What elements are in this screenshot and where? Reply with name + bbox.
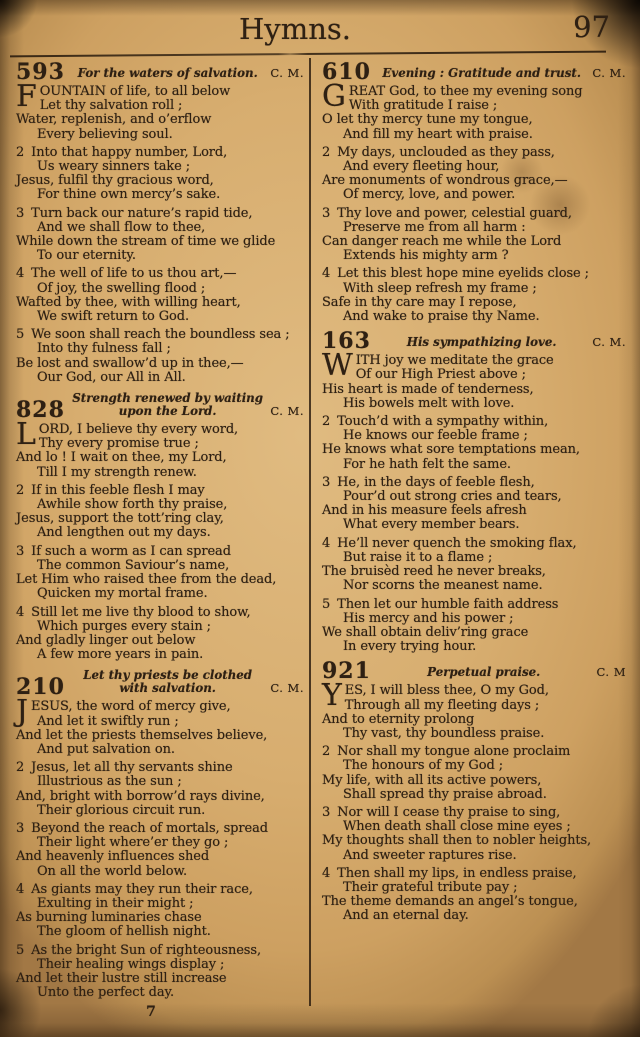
verse-line: 3 Beyond the reach of mortals, spread <box>16 820 268 836</box>
verse-line: JESUS, the word of mercy give, <box>16 694 231 730</box>
verse-number: 5 <box>16 327 25 343</box>
verse-line: Exulting in their might ; <box>37 895 194 911</box>
verse-line: But raise it to a flame ; <box>343 549 493 565</box>
verse-line: Quicken my mortal frame. <box>37 586 208 602</box>
verse-line: Wafted by thee, with willing heart, <box>16 294 241 310</box>
verse-line: Of joy, the swelling flood ; <box>37 280 206 296</box>
verse-line: What every member bears. <box>343 517 520 533</box>
verse-line: 2 Jesus, let all thy servants shine <box>16 760 233 776</box>
verse <box>322 598 626 655</box>
verse-line: Jesus, fulfil thy gracious word, <box>16 173 214 189</box>
verse <box>322 745 626 802</box>
verse-line: And lengthen out my days. <box>37 525 211 541</box>
verse-line: On all the world below. <box>37 863 187 879</box>
verse-number: 5 <box>322 596 331 612</box>
verse-line: Nor scorns the meanest name. <box>343 578 543 594</box>
verse-line: LORD, I believe thy every word, <box>16 417 239 453</box>
hymn-heading <box>322 658 626 685</box>
verse-line: 2 If in this feeble flesh I may <box>16 482 205 498</box>
verse <box>16 761 304 818</box>
hymn-number: 163 <box>322 328 371 355</box>
verse-line: Water, replenish, and o’erflow <box>16 112 212 128</box>
verse-line: Through all my fleeting days ; <box>344 697 540 713</box>
verse-line: Into thy fulness fall ; <box>37 341 171 357</box>
verse <box>322 476 626 533</box>
verse-number: 3 <box>16 820 25 836</box>
verse <box>322 79 626 142</box>
hymn-number: 610 <box>322 59 371 85</box>
verse-line: My thoughts shall then to nobler heights, <box>322 833 592 849</box>
hymn-610 <box>322 59 626 325</box>
verse-line: Their grateful tribute pay ; <box>343 879 518 895</box>
verse-line: Be lost and swallow’d up in thee,— <box>16 355 244 371</box>
verse-line: 3 Turn back our nature’s rapid tide, <box>16 205 253 221</box>
verse-line: 2 Touch’d with a sympathy within, <box>322 414 549 430</box>
verse-line: YES, I will bless thee, O my God, <box>322 678 549 714</box>
verse-line: 3 Thy love and power, celestial guard, <box>322 205 572 221</box>
verse-line: Can danger reach me while the Lord <box>322 234 562 250</box>
drop-cap: J <box>16 694 28 730</box>
verse <box>322 678 626 741</box>
verse-line: Awhile show forth thy praise, <box>37 497 228 513</box>
verse-line: 4 The well of life to us thou art,— <box>16 266 237 282</box>
verse <box>16 545 304 602</box>
verse-line: Preserve me from all harm : <box>343 219 526 235</box>
verse-line: We shall obtain deliv’ring grace <box>322 624 529 640</box>
hymn-title: His sympathizing love. <box>406 335 557 350</box>
verse-line: 3 Nor will I cease thy praise to sing, <box>322 804 561 820</box>
hymn-number: 210 <box>16 674 65 701</box>
verse-line: Shall spread thy praise abroad. <box>343 786 547 802</box>
drop-cap: L <box>16 417 36 453</box>
verse-line: And in his measure feels afresh <box>322 503 527 519</box>
verse-line: And we shall flow to thee, <box>37 219 206 235</box>
verse-line: In every trying hour. <box>343 639 477 655</box>
verse-line: WITH joy we meditate the grace <box>322 348 554 384</box>
header-rule <box>10 51 606 58</box>
verse-line: When death shall close mine eyes ; <box>343 819 571 835</box>
verse <box>16 484 304 541</box>
verse-line: 2 Nor shall my tongue alone proclaim <box>322 744 571 760</box>
verse-line: Their healing wings display ; <box>37 956 225 972</box>
verse <box>16 328 304 385</box>
verse-line: 4 As giants may they run their race, <box>16 881 253 897</box>
verse-line: And heavenly influences shed <box>16 849 210 865</box>
verse-line: For he hath felt the same. <box>343 456 511 472</box>
verse-line: He knows what sore temptations mean, <box>322 442 580 458</box>
verse-line: 5 Then let our humble faith address <box>322 596 559 612</box>
verse-number: 3 <box>322 205 331 221</box>
verse-line: Of mercy, love, and power. <box>343 187 516 203</box>
verse-line: Unto the perfect day. <box>37 985 175 1001</box>
verse-line: With gratitude I raise ; <box>348 98 498 114</box>
signature-mark: 7 <box>146 1004 156 1021</box>
hymn-meter: C. M. <box>592 335 626 350</box>
verse <box>16 694 304 757</box>
verse <box>16 606 304 663</box>
verse <box>16 944 304 1001</box>
verse-line: 5 As the bright Sun of righteousness, <box>16 942 261 958</box>
verse-line: Their glorious circuit run. <box>37 802 206 818</box>
verse <box>322 537 626 594</box>
verse-line: And gladly linger out below <box>16 632 196 648</box>
hymn-heading <box>16 668 304 701</box>
verse-line: His bowels melt with love. <box>343 395 515 411</box>
verse <box>322 146 626 203</box>
verse-line: GREAT God, to thee my evening song <box>322 79 583 114</box>
verse-number: 2 <box>16 144 25 160</box>
verse-line: O let thy mercy tune my tongue, <box>322 112 533 128</box>
verse-line: For thine own mercy’s sake. <box>37 187 221 203</box>
hymn-163 <box>322 328 626 655</box>
verse-number: 2 <box>16 482 25 498</box>
hymn-meter: C. M. <box>270 66 304 80</box>
hymn-heading <box>322 59 626 85</box>
verse-line: Jesus, support the tott’ring clay, <box>16 511 224 527</box>
verse <box>322 207 626 264</box>
verse-line: 5 We soon shall reach the boundless sea ; <box>16 327 290 343</box>
hymn-number: 828 <box>16 397 65 424</box>
hymn-title: Evening : Gratitude and trust. <box>382 66 581 80</box>
verse-line: Their light where’er they go ; <box>37 835 229 851</box>
verse-line: 2 My days, unclouded as they pass, <box>322 144 555 160</box>
hymn-title: Strength renewed by waiting upon the Lord. <box>72 391 263 419</box>
verse-line: 3 If such a worm as I can spread <box>16 543 231 559</box>
hymn-meter: C. M. <box>592 66 626 80</box>
verse-number: 5 <box>16 942 25 958</box>
hymn-meter: C. M. <box>270 681 304 696</box>
verse-line: 2 Into that happy number, Lord, <box>16 144 228 160</box>
page-number: 97 <box>573 10 610 44</box>
verse-line: To our eternity. <box>37 248 136 264</box>
verse-line: He knows our feeble frame ; <box>343 428 528 444</box>
verse-number: 3 <box>16 543 25 559</box>
verse-line: And every fleeting hour, <box>343 159 500 175</box>
hymn-921 <box>322 658 626 924</box>
hymn-828 <box>16 392 304 662</box>
verse-line: Pour’d out strong cries and tears, <box>343 489 562 505</box>
verse-line: His heart is made of tenderness, <box>322 381 534 397</box>
verse-line: Which purges every stain ; <box>37 618 211 634</box>
verse-line: Let thy salvation roll ; <box>39 98 183 114</box>
verse-line: And let it swiftly run ; <box>37 713 179 729</box>
column-right <box>304 59 626 1037</box>
verse <box>16 146 304 203</box>
verse-line: We swift return to God. <box>37 309 190 325</box>
verse-line: 4 Still let me live thy blood to show, <box>16 604 251 620</box>
verse-line: My life, with all its active powers, <box>322 772 542 788</box>
verse-line: As burning luminaries chase <box>16 910 202 926</box>
verse <box>16 79 304 142</box>
verse-line: Us weary sinners take ; <box>37 159 191 175</box>
verse <box>16 822 304 879</box>
drop-cap: F <box>16 79 37 114</box>
verse-line: And put salvation on. <box>37 741 175 757</box>
verse-line: Our God, our All in All. <box>37 369 186 385</box>
hymn-heading <box>16 59 304 85</box>
verse-line: Thy every promise true ; <box>38 436 199 452</box>
verse-number: 2 <box>322 744 331 760</box>
verse-number: 4 <box>322 535 331 551</box>
verse-line: 3 He, in the days of feeble flesh, <box>322 474 535 490</box>
verse-line: The bruisèd reed he never breaks, <box>322 564 546 580</box>
hymn-number: 921 <box>322 658 371 685</box>
drop-cap: Y <box>322 678 342 714</box>
verse <box>16 417 304 480</box>
verse-line: And wake to praise thy Name. <box>343 309 540 325</box>
verse-number: 4 <box>16 881 25 897</box>
verse-line: 4 He’ll never quench the smoking flax, <box>322 535 577 551</box>
hymn-heading <box>16 391 304 424</box>
hymn-meter: C. M. <box>270 404 304 419</box>
hymn-title: For the waters of salvation. <box>77 66 258 80</box>
verse-line: And lo ! I wait on thee, my Lord, <box>16 450 227 466</box>
verse <box>322 348 626 411</box>
verse-line: And an eternal day. <box>343 908 469 924</box>
verse-line: And let their lustre still increase <box>16 970 227 986</box>
drop-cap: W <box>322 348 353 384</box>
verse-number: 3 <box>16 205 25 221</box>
verse-line: The gloom of hellish night. <box>37 924 211 940</box>
verse <box>322 267 626 324</box>
verse-line: FOUNTAIN of life, to all below <box>16 79 231 114</box>
hymn-heading <box>322 328 626 355</box>
verse-number: 4 <box>322 266 331 282</box>
verse-line: And to eternity prolong <box>322 711 475 727</box>
verse <box>16 267 304 324</box>
verse-number: 4 <box>16 266 25 282</box>
hymn-210 <box>16 669 304 1000</box>
verse <box>322 806 626 863</box>
hymn-number: 593 <box>16 59 65 85</box>
verse-number: 4 <box>322 865 331 881</box>
verse <box>322 867 626 924</box>
hymn-593 <box>16 59 304 385</box>
verse-line: The theme demands an angel’s tongue, <box>322 894 578 910</box>
verse-line: 4 Let this blest hope mine eyelids close ; <box>322 266 589 282</box>
columns-container <box>16 59 626 1037</box>
verse-line: And, bright with borrow’d rays divine, <box>16 788 265 804</box>
verse-number: 2 <box>16 760 25 776</box>
verse-line: Are monuments of wondrous grace,— <box>322 173 568 189</box>
verse-line: The common Saviour’s name, <box>37 557 230 573</box>
verse-line: And sweeter raptures rise. <box>343 847 517 863</box>
verse-number: 2 <box>322 414 331 430</box>
verse-line: Every believing soul. <box>37 126 173 142</box>
verse-line: The honours of my God ; <box>343 758 503 774</box>
verse-line: And fill my heart with praise. <box>343 126 533 142</box>
verse-line: 4 Then shall my lips, in endless praise, <box>322 865 577 881</box>
verse-line: Till I my strength renew. <box>37 464 197 480</box>
verse <box>16 883 304 940</box>
verse-number: 2 <box>322 144 331 160</box>
drop-cap: G <box>322 79 346 114</box>
verse-line: With sleep refresh my frame ; <box>343 280 537 296</box>
verse <box>16 207 304 264</box>
verse-line: Illustrious as the sun ; <box>37 774 182 790</box>
hymn-title: Let thy priests be clothed with salvation. <box>83 668 253 696</box>
column-left <box>16 59 304 1037</box>
verse-line: Extends his mighty arm ? <box>343 248 509 264</box>
verse-line: His mercy and his power ; <box>343 610 514 626</box>
verse <box>322 415 626 472</box>
hymn-title: Perpetual praise. <box>427 665 541 680</box>
verse-line: Thy vast, thy boundless praise. <box>343 725 545 741</box>
verse-line: While down the stream of time we glide <box>16 234 276 250</box>
verse-number: 3 <box>322 804 331 820</box>
verse-line: Safe in thy care may I repose, <box>322 294 517 310</box>
verse-line: And let the priests themselves believe, <box>16 727 268 743</box>
verse-line: Let Him who raised thee from the dead, <box>16 572 277 588</box>
verse-number: 4 <box>16 604 25 620</box>
hymn-meter: C. M <box>596 665 626 680</box>
verse-line: Of our High Priest above ; <box>355 367 526 383</box>
verse-line: A few more years in pain. <box>37 647 204 663</box>
page-title: Hymns. <box>239 12 351 46</box>
verse-number: 3 <box>322 474 331 490</box>
